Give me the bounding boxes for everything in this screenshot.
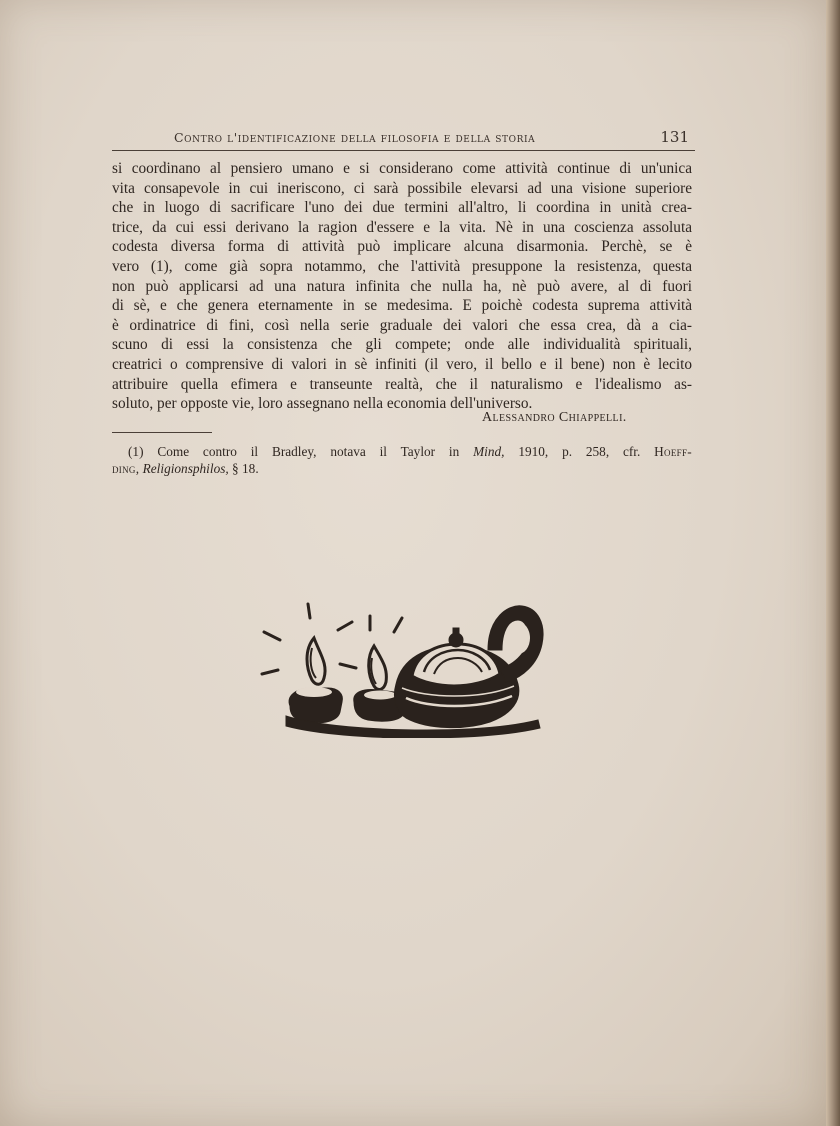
text-line: codesta diversa forma di attività può implicare alcuna disarmonia. Perchè, se è <box>112 238 692 256</box>
footnote-marker: (1) <box>128 444 144 459</box>
body-paragraph <box>112 159 692 414</box>
cited-work: Religionsphilos, <box>142 460 229 476</box>
oil-lamp-ink <box>262 604 543 738</box>
text-line: è ordinatrice di fini, così nella serie graduale dei valori che essa crea, dà a cia- <box>112 316 692 334</box>
page-number: 131 <box>660 128 689 146</box>
text-line: di sè, e che genera eternamente in se medesima. E poichè codesta suprema attività <box>112 297 692 315</box>
cited-section: § 18. <box>232 460 259 476</box>
text-line: vita consapevole in cui ineriscono, ci sarà possibile elevarsi ad una visione superiore <box>112 179 692 197</box>
footnote-citation: 1910, p. 258, cfr. <box>518 444 641 459</box>
footnote <box>112 444 692 477</box>
footnote-text: Come contro il Bradley, notava il Taylor in <box>157 444 460 459</box>
footnote-line <box>128 444 692 461</box>
text-line: trice, da cui essi derivano la ragion d'essere e la vita. Nè in una coscienza assoluta <box>112 218 692 236</box>
running-head <box>112 128 695 151</box>
journal-title: Mind, <box>473 444 505 459</box>
text-line: attribuire quella efimera e transeunte realtà, che il naturalismo e l'idealismo as- <box>112 375 692 393</box>
text-line: che in luogo di sacrificare l'uno dei due termini all'altro, li coordina in unità crea- <box>112 199 692 217</box>
page-edge <box>826 0 840 1126</box>
cited-author: Hoeff- <box>654 444 692 459</box>
text-line: soluto, per opposte vie, loro assegnano nella economia dell'universo. <box>112 395 533 413</box>
author-signature: Alessandro Chiappelli. <box>482 410 627 425</box>
running-title: Contro l'identificazione della filosofia e della storia <box>174 130 536 145</box>
text-line: scuno di essi la consistenza che gli compete; onde alle individualità spirituali, <box>112 336 692 354</box>
footnote-rule <box>112 432 212 433</box>
cited-author-continued: ding, <box>112 460 140 476</box>
oil-lamp-icon <box>256 588 546 738</box>
text-line: creatrici o comprensive di valori in sè infiniti (il vero, il bello e il bene) non è lecito <box>112 355 692 373</box>
text-line: si coordinano al pensiero umano e si considerano come attività continue di un'unica <box>112 160 692 177</box>
text-line: non può applicarsi ad una natura infinita che nulla ha, nè può avere, al di fuori <box>112 277 692 295</box>
text-line: vero (1), come già sopra notammo, che l'attività presuppone la resistenza, questa <box>112 257 692 275</box>
footnote-line <box>112 461 692 478</box>
